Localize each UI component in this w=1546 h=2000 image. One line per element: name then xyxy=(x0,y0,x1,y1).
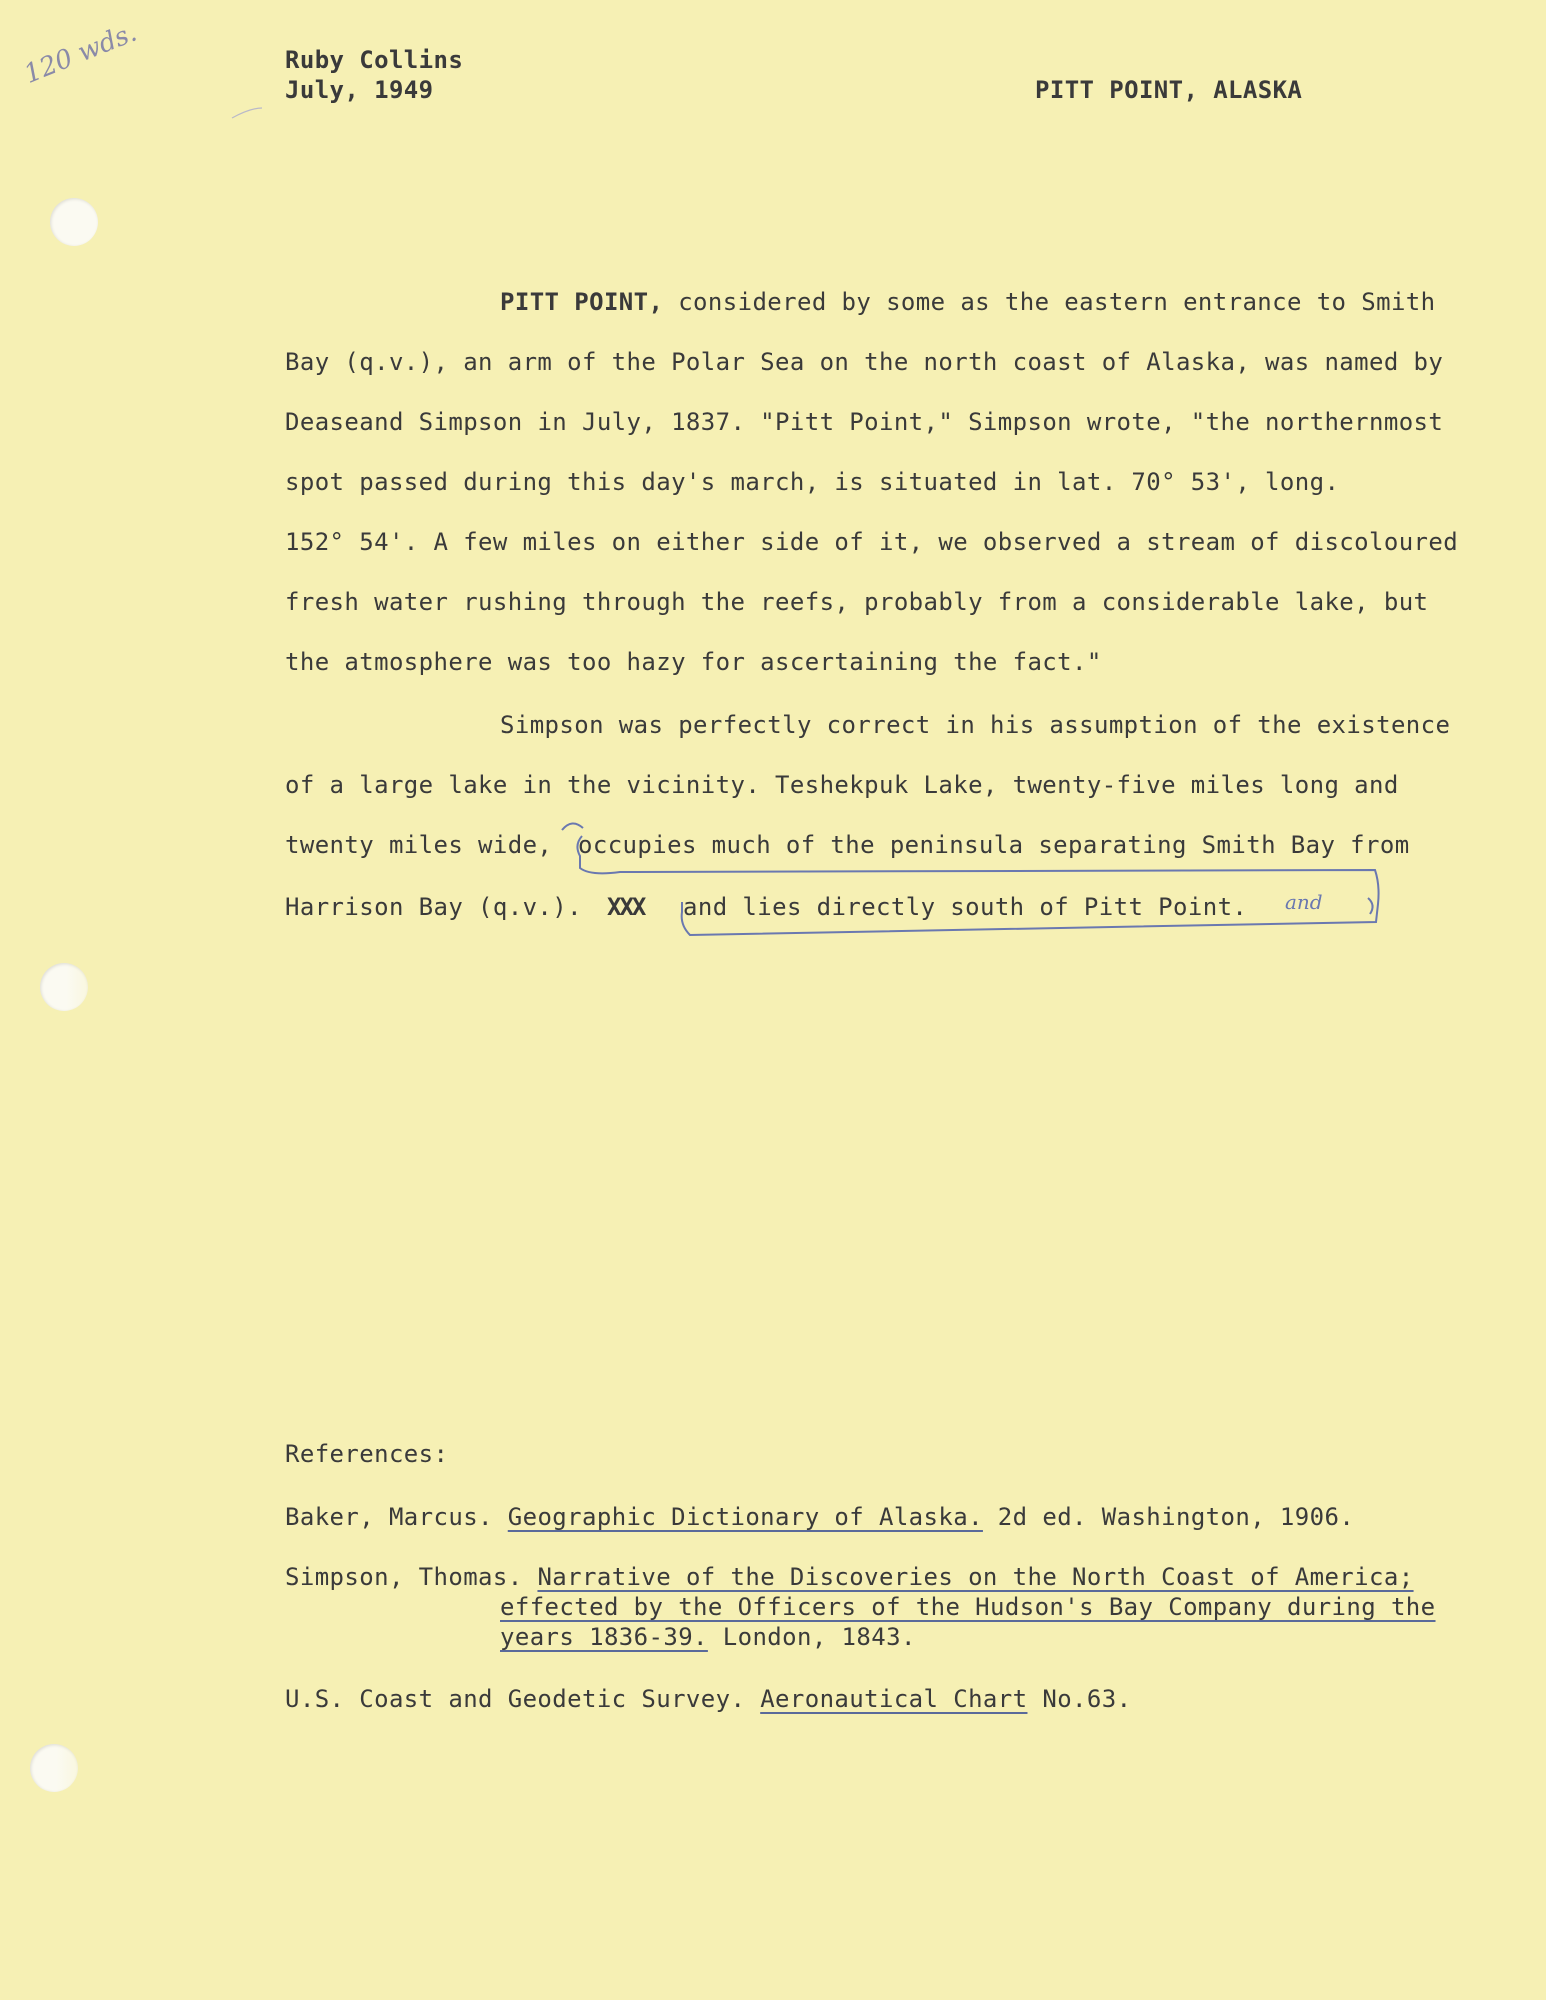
entry-heading: PITT POINT, xyxy=(500,288,664,316)
paragraph-1-line-7: the atmosphere was too hazy for ascertaining the fact." xyxy=(285,648,1102,676)
paragraph-2-line-4a: Harrison Bay (q.v.). xyxy=(285,893,582,921)
reference-simpson-line-2: effected by the Officers of the Hudson's Bay Company during the xyxy=(500,1593,1436,1621)
paragraph-2-line-3b: occupies much of the peninsula separating Smith Bay from xyxy=(578,831,1410,859)
paragraph-1-line-3: Deaseand Simpson in July, 1837. "Pitt Point," Simpson wrote, "the northernmost xyxy=(285,408,1444,436)
transposition-bracket-line xyxy=(577,836,1378,935)
handwritten-insertion-and: and xyxy=(1285,890,1323,914)
margin-pencil-stroke xyxy=(232,108,262,118)
author-name: Ruby Collins xyxy=(285,46,464,74)
paragraph-1-line-5: 152° 54'. A few miles on either side of it, we observed a stream of discoloured xyxy=(285,528,1459,556)
document-title: PITT POINT, ALASKA xyxy=(1035,76,1303,104)
caret-insertion-mark xyxy=(562,823,583,830)
paragraph-1-line-4: spot passed during this day's march, is situated in lat. 70° 53', long. xyxy=(285,468,1340,496)
reference-simpson-line-3: years 1836-39. London, 1843. xyxy=(500,1623,916,1651)
struck-out-characters: XXX xyxy=(607,893,645,921)
closing-bracket-mark xyxy=(1368,898,1373,914)
reference-usc-gs: U.S. Coast and Geodetic Survey. Aeronautical Chart No.63. xyxy=(285,1685,1132,1713)
paragraph-1-line-2: Bay (q.v.), an arm of the Polar Sea on the north coast of Alaska, was named by xyxy=(285,348,1444,376)
document-date: July, 1949 xyxy=(285,76,434,104)
margin-word-count-note: 120 wds. xyxy=(20,17,142,90)
paragraph-2-line-1: Simpson was perfectly correct in his assumption of the existence xyxy=(500,711,1451,739)
paragraph-2-line-4b: and lies directly south of Pitt Point. xyxy=(683,893,1248,921)
reference-simpson-line-1: Simpson, Thomas. Narrative of the Discoveries on the North Coast of America; xyxy=(285,1563,1414,1591)
reference-simpson-title: Narrative of the Discoveries on the North Coast of America; xyxy=(537,1563,1414,1591)
reference-baker: Baker, Marcus. Geographic Dictionary of Alaska. 2d ed. Washington, 1906. xyxy=(285,1503,1355,1531)
paragraph-1-line-1: PITT POINT, considered by some as the eastern entrance to Smith xyxy=(500,288,1436,316)
paragraph-2-line-2: of a large lake in the vicinity. Teshekpuk Lake, twenty-five miles long and xyxy=(285,771,1399,799)
paragraph-1-line-6: fresh water rushing through the reefs, probably from a considerable lake, but xyxy=(285,588,1429,616)
reference-baker-title: Geographic Dictionary of Alaska. xyxy=(507,1503,983,1531)
references-heading: References: xyxy=(285,1440,449,1468)
reference-chart-title: Aeronautical Chart xyxy=(760,1685,1028,1713)
paragraph-2-line-3a: twenty miles wide, xyxy=(285,831,553,859)
